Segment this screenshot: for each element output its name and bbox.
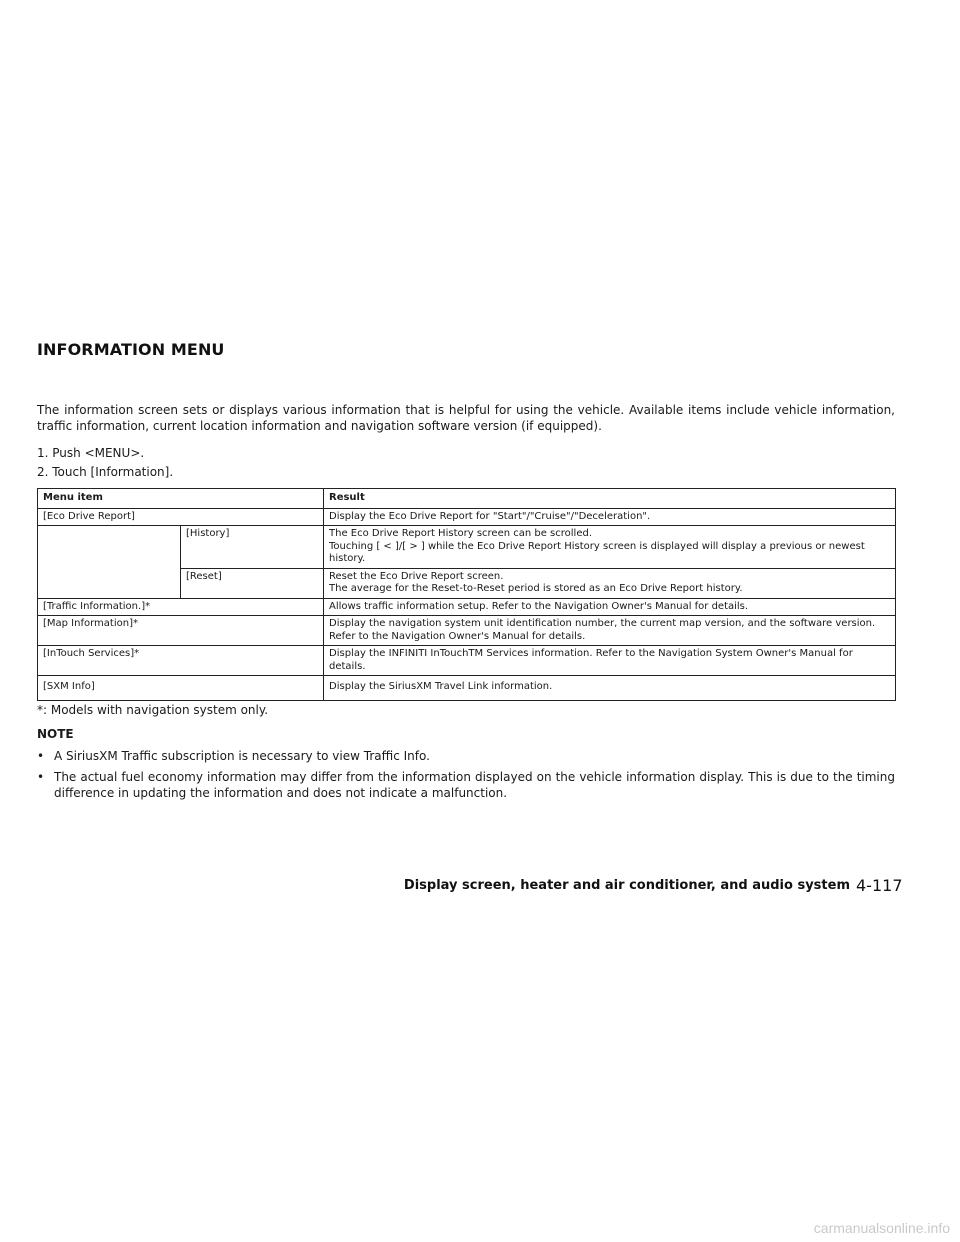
table-row: [38, 646, 896, 676]
table-row: [38, 598, 896, 616]
result-history-line-1: The Eco Drive Report History screen can be scrolled.: [329, 528, 593, 539]
menu-item-sxm-info: [SXM Info]: [38, 676, 324, 701]
note-title: NOTE: [37, 727, 74, 741]
menu-item-intouch-services: [InTouch Services]*: [38, 646, 324, 676]
table-row: [38, 508, 896, 526]
menu-item-eco-drive-report: [Eco Drive Report]: [38, 508, 324, 526]
result-reset: [324, 568, 896, 598]
menu-item-traffic-information: [Traffic Information.]*: [38, 598, 324, 616]
footer-chapter-title: Display screen, heater and air conditioner, and audio system: [403, 878, 850, 893]
footnote: *: Models with navigation system only.: [37, 703, 269, 717]
indent-cell: [38, 526, 181, 599]
step-1: 1. Push <MENU>.: [37, 446, 145, 460]
step-2: 2. Touch [Information].: [37, 465, 174, 479]
note-bullet-item: [37, 749, 895, 765]
page-number: 4-117: [856, 876, 903, 895]
result-history: [324, 526, 896, 569]
information-menu-table: [37, 488, 896, 701]
note-bullet-item: [37, 770, 895, 801]
intro-paragraph: The information screen sets or displays various information that is helpful for using the vehicle. Available items include vehicle information, traffic information, current location information and navigation software version (if equipped).: [37, 403, 895, 433]
result-eco-drive-report: Display the Eco Drive Report for "Start"/"Cruise"/"Deceleration".: [324, 508, 896, 526]
note-bullet-text: A SiriusXM Traffic subscription is necessary to view Traffic Info.: [54, 749, 430, 763]
table-row: [38, 676, 896, 701]
table-row: [38, 616, 896, 646]
table-header-row: [38, 489, 896, 509]
table-row: [38, 526, 896, 569]
column-header-menu-item: Menu item: [38, 489, 324, 509]
result-intouch-services: Display the INFINITI InTouchTM Services information. Refer to the Navigation System Owner's Manual for details.: [324, 646, 896, 676]
result-traffic-information: Allows traffic information setup. Refer to the Navigation Owner's Manual for details.: [324, 598, 896, 616]
menu-item-map-information: [Map Information]*: [38, 616, 324, 646]
menu-item-history: [History]: [181, 526, 324, 569]
menu-item-reset: [Reset]: [181, 568, 324, 598]
result-reset-line-2: The average for the Reset-to-Reset period is stored as an Eco Drive Report history.: [329, 583, 743, 594]
column-header-result: Result: [324, 489, 896, 509]
section-title: INFORMATION MENU: [37, 340, 225, 359]
bullet-icon: •: [37, 770, 45, 784]
result-reset-line-1: Reset the Eco Drive Report screen.: [329, 570, 504, 582]
bullet-icon: •: [37, 749, 45, 763]
watermark: carmanualsonline.info: [813, 1220, 950, 1236]
result-map-information: Display the navigation system unit identification number, the current map version, and the software version. Refer to the Navigation Owner's Manual for details.: [324, 616, 896, 646]
result-sxm-info: Display the SiriusXM Travel Link information.: [324, 676, 896, 701]
result-history-line-2: Touching [ < ]/[ > ] while the Eco Drive Report History screen is displayed will display a previous or newest history.: [329, 540, 865, 564]
note-bullet-text: The actual fuel economy information may differ from the information displayed on the vehicle information display. This is due to the timing difference in updating the information and does not indicate a malfunction.: [54, 770, 895, 800]
